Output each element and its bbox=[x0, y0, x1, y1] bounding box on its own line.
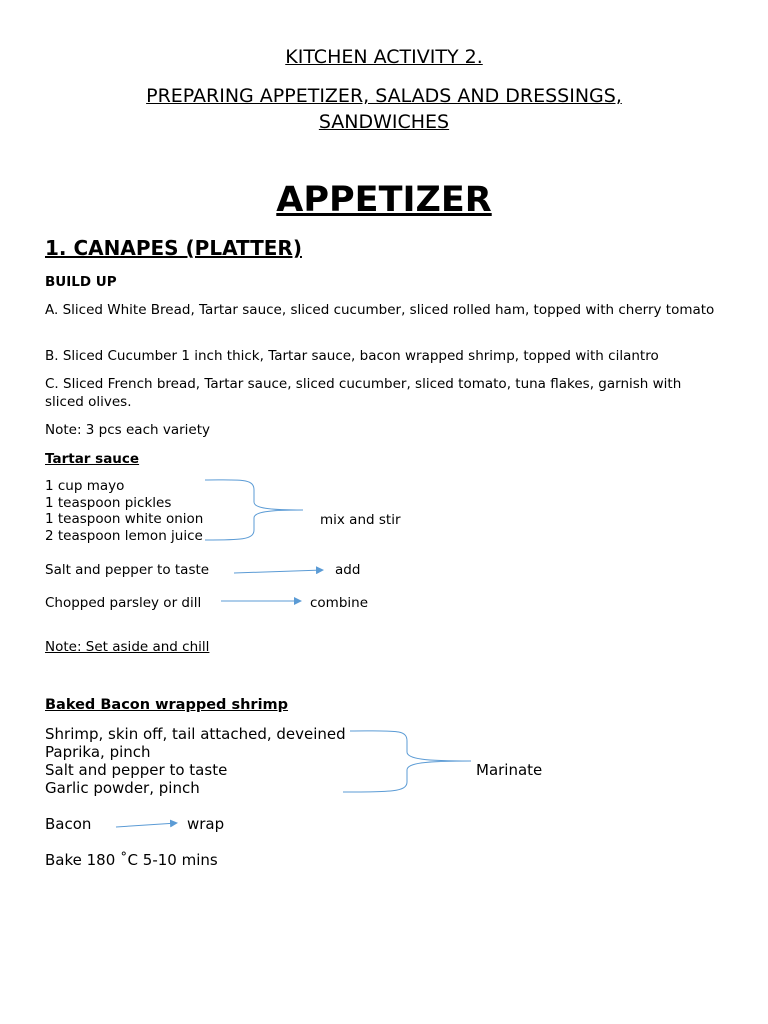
tartar-parsley: Chopped parsley or dill bbox=[45, 595, 202, 611]
list-item: 1 cup mayo bbox=[45, 478, 125, 494]
tartar-note: Note: Set aside and chill bbox=[45, 639, 210, 655]
tartar-add-arrow bbox=[234, 570, 323, 573]
activity-subtitle-line-2: SANDWICHES bbox=[318, 111, 450, 133]
activity-title: KITCHEN ACTIVITY 2. bbox=[285, 46, 483, 68]
bacon-label: Bacon bbox=[45, 815, 92, 833]
bacon-wrap-action: wrap bbox=[187, 815, 225, 833]
list-item: Garlic powder, pinch bbox=[45, 779, 200, 797]
build-up-label: BUILD UP bbox=[45, 274, 117, 290]
activity-subtitle-line-1: PREPARING APPETIZER, SALADS AND DRESSINGS, bbox=[146, 85, 622, 107]
canape-variant-a: A. Sliced White Bread, Tartar sauce, sliced cucumber, sliced rolled ham, topped with cherry tomato bbox=[45, 302, 715, 318]
bacon-wrap-arrow bbox=[116, 823, 177, 827]
bake-instruction: Bake 180 ˚C 5-10 mins bbox=[45, 851, 218, 869]
section-title: APPETIZER bbox=[276, 180, 492, 220]
list-item: Paprika, pinch bbox=[45, 743, 151, 761]
bacon-shrimp-heading: Baked Bacon wrapped shrimp bbox=[45, 697, 289, 713]
canape-variant-b: B. Sliced Cucumber 1 inch thick, Tartar sauce, bacon wrapped shrimp, topped with cilantro bbox=[45, 348, 659, 364]
list-item: Salt and pepper to taste bbox=[45, 761, 228, 779]
shrimp-brace bbox=[343, 731, 471, 792]
canape-variant-c: C. Sliced French bread, Tartar sauce, sliced cucumber, sliced tomato, tuna flakes, garnish with sliced olives. bbox=[45, 376, 682, 410]
tartar-mix-action: mix and stir bbox=[320, 512, 401, 528]
list-item: 1 teaspoon pickles bbox=[45, 494, 172, 511]
list-item: Shrimp, skin off, tail attached, deveined bbox=[45, 725, 346, 743]
list-item: 1 teaspoon white onion bbox=[45, 511, 204, 527]
shrimp-marinate-action: Marinate bbox=[476, 761, 543, 779]
list-item: 2 teaspoon lemon juice bbox=[45, 527, 203, 544]
canapes-heading: 1. CANAPES (PLATTER) bbox=[45, 236, 302, 260]
tartar-brace bbox=[205, 480, 303, 540]
tartar-salt-pepper: Salt and pepper to taste bbox=[45, 562, 210, 578]
tartar-add-action: add bbox=[335, 562, 361, 578]
canape-note: Note: 3 pcs each variety bbox=[45, 422, 210, 438]
tartar-sauce-heading: Tartar sauce bbox=[45, 451, 140, 467]
tartar-combine-action: combine bbox=[310, 595, 369, 611]
